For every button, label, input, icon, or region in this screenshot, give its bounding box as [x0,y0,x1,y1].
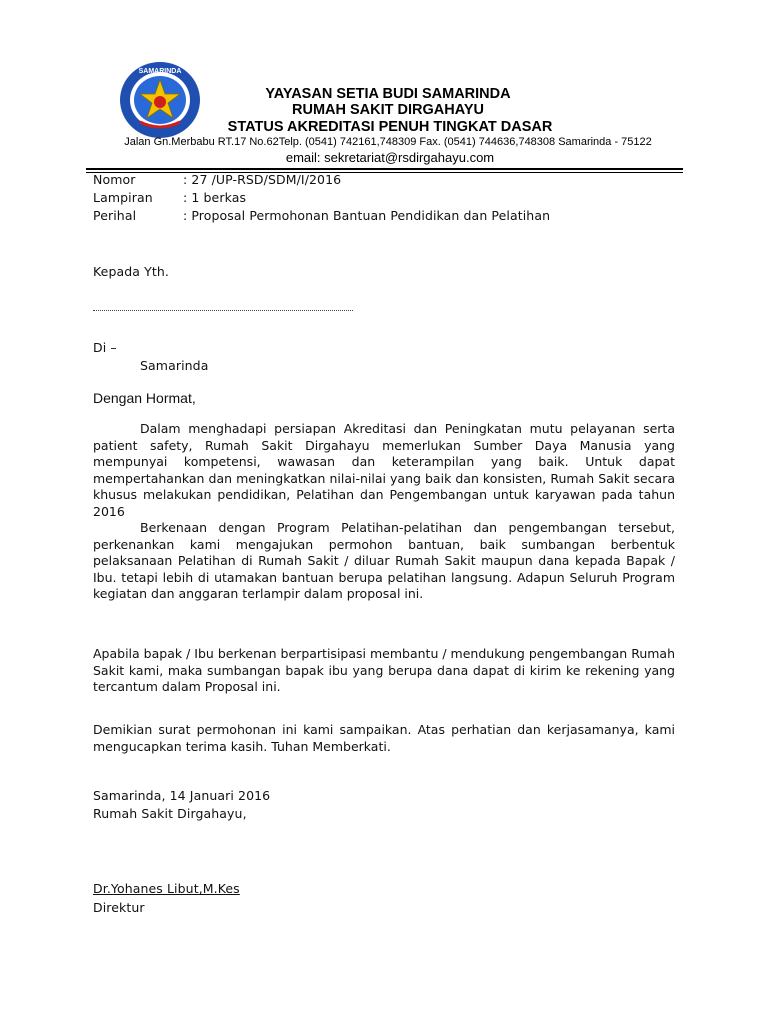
header-rule-thin [86,172,683,173]
recipient-kepada: Kepada Yth. [93,264,169,279]
paragraph-4: Demikian surat permohonan ini kami sampaikan. Atas perhatian dan kerjasamanya, kami mengucapkan terima kasih. Tuhan Memberkati. [93,722,675,754]
accreditation-status: STATUS AKREDITASI PENUH TINGKAT DASAR [227,119,553,135]
signatory-position: Direktur [93,900,145,915]
perihal-label: Perihal [93,208,137,223]
letter-body [93,421,675,603]
hospital-address: Jalan Gn.Merbabu RT.17 No.62Telp. (0541) 742161,748309 Fax. (0541) 744636,748308 Samarinda - 75122 [124,136,652,148]
paragraph-3-block [93,646,675,696]
signatory-name: Dr.Yohanes Libut,M.Kes [93,881,240,896]
logo-text: SAMARINDA [138,68,182,75]
hospital-email: email: sekretariat@rsdirgahayu.com [285,150,495,165]
lampiran-value: : 1 berkas [183,190,247,205]
closing-institution: Rumah Sakit Dirgahayu, [93,806,247,821]
nomor-value: : 27 /UP-RSD/SDM/I/2016 [183,172,342,187]
paragraph-2: Berkenaan dengan Program Pelatihan-pelatihan dan pengembangan tersebut, perkenankan kami mengajukan permohon bantuan, baik sumbangan berbentuk pelaksanaan Pelatihan di Rumah Sakit / diluar Rumah Sakit maupun dana kepada Bapak / Ibu. tetapi lebih di utamakan bantuan berupa pelatihan langsung. Adapun Seluruh Program kegiatan dan anggaran terlampir dalam proposal ini. [93,520,675,601]
salutation: Dengan Hormat, [93,390,196,406]
recipient-di: Di – [93,340,117,355]
lampiran-label: Lampiran [93,190,153,205]
perihal-value: : Proposal Permohonan Bantuan Pendidikan dan Pelatihan [183,208,551,223]
paragraph-3: Apabila bapak / Ibu berkenan berpartisipasi membantu / mendukung pengembangan Rumah Sakit kami, maka sumbangan bapak ibu yang berupa dana dapat di kirim ke rekening yang tercantum dalam Proposal ini. [93,646,675,694]
recipient-city: Samarinda [140,358,209,373]
hospital-name: RUMAH SAKIT DIRGAHAYU [292,102,484,118]
paragraph-4-block [93,722,675,755]
nomor-label: Nomor [93,172,136,187]
foundation-name: YAYASAN SETIA BUDI SAMARINDA [265,86,511,102]
hospital-logo [118,60,202,140]
header-rule-thick [86,168,683,170]
closing-place-date: Samarinda, 14 Januari 2016 [93,788,271,803]
recipient-dotted-line [93,310,353,311]
paragraph-1: Dalam menghadapi persiapan Akreditasi dan Peningkatan mutu pelayanan serta patient safety, Rumah Sakit Dirgahayu memerlukan Sumber Daya Manusia yang mempunyai kompetensi, wawasan dan keterampilan yang baik. Untuk dapat mempertahankan dan meningkatkan nilai-nilai yang baik dan konsisten, Rumah Sakit secara khusus melakukan pendidikan, Pelatihan dan Pengembangan untuk karyawan pada tahun 2016 [93,421,675,519]
